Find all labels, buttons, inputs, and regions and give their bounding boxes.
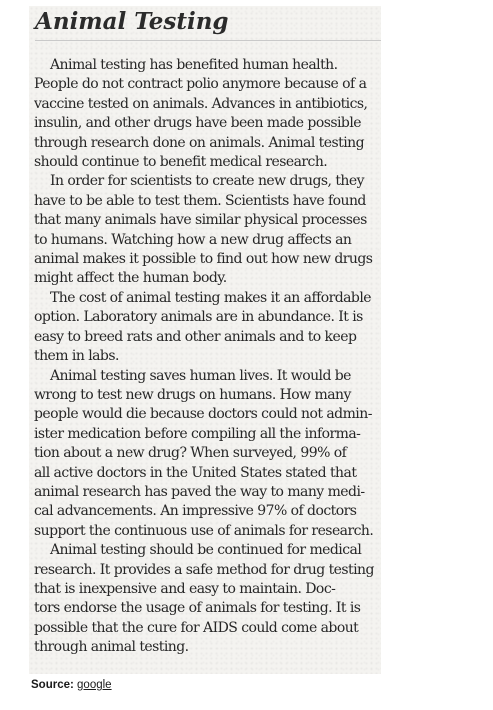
source-label: Source: — [31, 679, 74, 691]
source-link[interactable]: google — [77, 679, 112, 691]
article-line: possible that the cure for AIDS could come about — [34, 619, 359, 636]
article-line: tion about a new drug? When surveyed, 99% of — [34, 445, 347, 462]
article-line: tors endorse the usage of animals for testing. It is — [34, 600, 361, 617]
article-line: In order for scientists to create new drugs, they — [50, 173, 364, 190]
article-line: through research done on animals. Animal testing — [34, 134, 364, 151]
article-line: to humans. Watching how a new drug affects an — [34, 231, 352, 248]
article-line: animal research has paved the way to many medi- — [34, 483, 365, 500]
article-line: The cost of animal testing makes it an affordable — [50, 289, 372, 306]
article-line: insulin, and other drugs have been made possible — [34, 115, 361, 132]
article-line: them in labs. — [34, 348, 119, 365]
article-clipping — [29, 6, 381, 674]
article-line: have to be able to test them. Scientists have found — [34, 192, 366, 209]
article-line: Animal testing has benefited human health. — [50, 57, 338, 73]
article-line: cal advancements. An impressive 97% of doctors — [34, 503, 357, 520]
article-line: should continue to benefit medical research. — [34, 154, 328, 171]
article-line: animal makes it possible to find out how new drugs — [34, 251, 373, 268]
article-line: Animal testing should be continued for medical — [50, 542, 362, 559]
title-rule — [35, 40, 381, 41]
article-line: Animal testing saves human lives. It would be — [50, 367, 351, 384]
article-line: research. It provides a safe method for drug testing — [34, 561, 374, 578]
article-line: that many animals have similar physical processes — [34, 212, 367, 229]
article-body — [34, 56, 374, 658]
article-line: through animal testing. — [34, 639, 189, 656]
article-line: option. Laboratory animals are in abundance. It is — [34, 309, 363, 326]
article-title: Animal Testing — [35, 8, 229, 35]
article-line: that is inexpensive and easy to maintain. Doc- — [34, 580, 336, 597]
article-line: all active doctors in the United States stated that — [34, 464, 357, 481]
article-line: wrong to test new drugs on humans. How many — [34, 386, 351, 403]
article-line: easy to breed rats and other animals and to keep — [34, 328, 357, 345]
article-line: ister medication before compiling all the informa- — [34, 425, 361, 442]
source-credit — [31, 677, 112, 693]
article-line: People do not contract polio anymore because of a — [34, 76, 367, 93]
article-line: might affect the human body. — [34, 270, 227, 287]
article-line: vaccine tested on animals. Advances in antibiotics, — [34, 95, 368, 112]
article-line: people would die because doctors could not admin- — [34, 406, 372, 423]
article-line: support the continuous use of animals for research. — [34, 522, 374, 539]
